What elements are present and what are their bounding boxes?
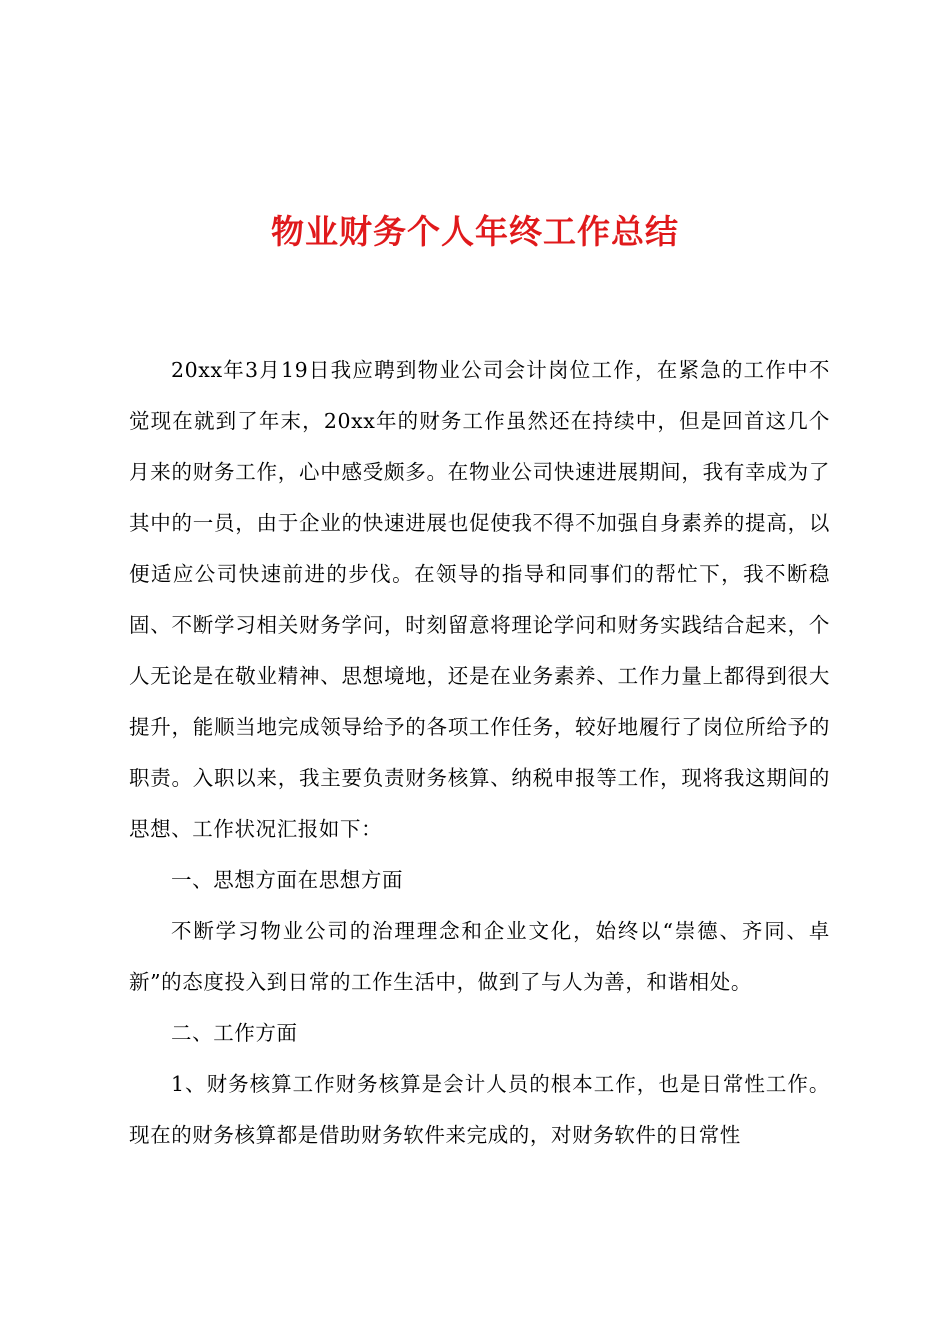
paragraph-intro: 20xx年3月19日我应聘到物业公司会计岗位工作，在紧急的工作中不觉现在就到了年末，20xx年的财务工作虽然还在持续中，但是回首这几个月来的财务工作，心中感受颇多。在物业公司快速进展期间，我有幸成为了其中的一员，由于企业的快速进展也促使我不得不加强自身素养的提高，以便适应公司快速前进的步伐。在领导的指导和同事们的帮忙下，我不断稳固、不断学习相关财务学问，时刻留意将理论学问和财务实践结合起来，个人无论是在敬业精神、思想境地，还是在业务素养、工作力量上都得到很大提升，能顺当地完成领导给予的各项工作任务，较好地履行了岗位所给予的职责。入职以来，我主要负责财务核算、纳税申报等工作，现将我这期间的思想、工作状况汇报如下： xyxy=(129,358,830,841)
document-title: 物业财务个人年终工作总结 xyxy=(271,212,679,251)
paragraph-section-work-heading: 二、工作方面 xyxy=(171,1021,298,1045)
paragraph-thought: 不断学习物业公司的治理理念和企业文化，始终以“崇德、齐同、卓新”的态度投入到日常的工作生活中，做到了与人为善，和谐相处。 xyxy=(129,919,830,994)
paragraph-accounting: 1、财务核算工作财务核算是会计人员的根本工作，也是日常性工作。现在的财务核算都是借助财务软件来完成的，对财务软件的日常性 xyxy=(129,1072,830,1147)
document-body xyxy=(129,345,830,1161)
paragraph-section-thought-heading: 一、思想方面在思想方面 xyxy=(171,868,404,892)
